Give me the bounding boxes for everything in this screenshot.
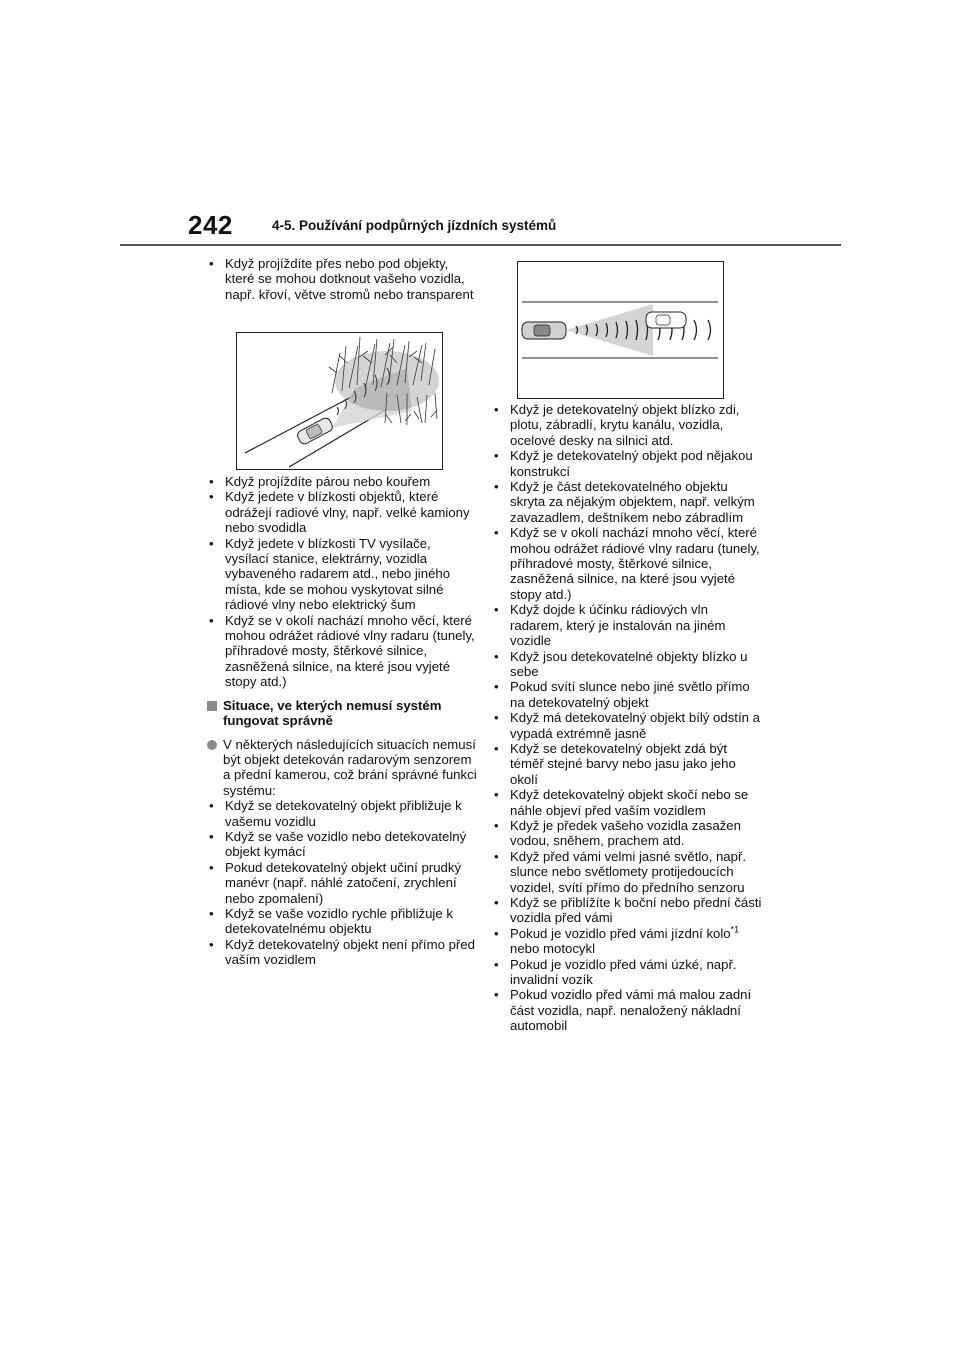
header-divider <box>120 244 841 246</box>
list-item: • Když se v okolí nachází mnoho věcí, které mohou odrážet rádiové vlny radaru (tunely, příhradové mosty, štěrkové silnice, zasněžená silnice, na které jsou vyjeté stopy atd.) <box>492 525 762 602</box>
left-intro-list <box>207 256 477 302</box>
radar-detection-illustration <box>517 261 724 399</box>
list-item: • Když je část detekovatelného objektu skryta za nějakým objektem, např. velkým zavazadlem, deštníkem nebo zábradlím <box>492 479 762 525</box>
list-item: • Pokud detekovatelný objekt učiní prudký manévr (např. náhlé zatočení, zrychlení nebo zpomalení) <box>207 860 477 906</box>
motorcycle-text-post: nebo motocykl <box>510 941 596 957</box>
section-title: 4-5. Používání podpůrných jízdních systémů <box>272 218 557 233</box>
list-item: • Když projíždíte přes nebo pod objekty, které se mohou dotknout vašeho vozidla, např. křoví, větve stromů nebo transparent <box>207 256 477 302</box>
list-item: • Když dojde k účinku rádiových vln radarem, který je instalován na jiném vozidle <box>492 602 762 648</box>
list-item: • Když jedete v blízkosti TV vysílače, vysílací stanice, elektrárny, vozidla vybaveného radarem atd., nebo jiného místa, kde se mohou vyskytovat silné rádiové vlny nebo elektrický šum <box>207 536 477 613</box>
list-item: • Pokud vozidlo před vámi má malou zadní část vozidla, např. nenaložený nákladní automobil <box>492 987 762 1033</box>
page-number: 242 <box>188 210 233 240</box>
list-item: • Když je předek vašeho vozidla zasažen vodou, sněhem, prachem atd. <box>492 818 762 849</box>
list-item: • Když se vaše vozidlo rychle přibližuje k detekovatelnému objektu <box>207 906 477 937</box>
left-bullet-list <box>207 474 477 690</box>
section-heading-text: Situace, ve kterých nemusí systém fungovat správně <box>223 697 442 729</box>
section-heading <box>207 698 477 729</box>
list-item: • Když se detekovatelný objekt zdá být téměř stejné barvy nebo jasu jako jeho okolí <box>492 741 762 787</box>
footnote-marker: *1 <box>730 924 740 935</box>
motorcycle-text-pre: Pokud je vozidlo před vámi jízdní kolo <box>510 925 731 941</box>
list-item: • Když je detekovatelný objekt pod nějakou konstrukcí <box>492 448 762 479</box>
list-item: • Pokud je vozidlo před vámi úzké, např. invalidní vozík <box>492 957 762 988</box>
intro-paragraph <box>207 737 477 799</box>
list-item: • Když je detekovatelný objekt blízko zdi, plotu, zábradlí, krytu kanálu, vozidla, ocelové desky na silnici atd. <box>492 402 762 448</box>
list-item: • Když projíždíte párou nebo kouřem <box>207 474 477 489</box>
list-item-motorcycle <box>492 926 762 957</box>
left-bullet-list-2 <box>207 798 477 967</box>
left-column <box>207 256 477 302</box>
list-item: • Když detekovatelný objekt skočí nebo se náhle objeví před vaším vozidlem <box>492 787 762 818</box>
right-bullet-list <box>492 402 762 1034</box>
list-item: • Když jsou detekovatelné objekty blízko u sebe <box>492 649 762 680</box>
list-item: • Když se v okolí nachází mnoho věcí, které mohou odrážet rádiové vlny radaru (tunely, příhradové mosty, štěrkové silnice, zasněžená silnice, na které jsou vyjeté stopy atd.) <box>207 613 477 690</box>
list-item: • Pokud svítí slunce nebo jiné světlo přímo na detekovatelný objekt <box>492 679 762 710</box>
intro-paragraph-text: V některých následujících situacích nemusí být objekt detekován radarovým senzorem a přední kamerou, což brání správné funkci systému: <box>223 736 477 798</box>
list-item: • Když detekovatelný objekt není přímo před vaším vozidlem <box>207 937 477 968</box>
list-item: • Když se vaše vozidlo nebo detekovatelný objekt kymácí <box>207 829 477 860</box>
square-bullet-icon <box>207 701 217 711</box>
vegetation-illustration <box>236 332 443 470</box>
list-item: • Když má detekovatelný objekt bílý odstín a vypadá extrémně jasně <box>492 710 762 741</box>
list-item: • Když se přiblížíte k boční nebo přední části vozidla před vámi <box>492 895 762 926</box>
right-column <box>492 402 762 1034</box>
circle-bullet-icon <box>207 740 217 750</box>
list-item: • Když před vámi velmi jasné světlo, např. slunce nebo světlomety protijedoucích vozidel, svítí přímo do předního senzoru <box>492 849 762 895</box>
list-item: • Když se detekovatelný objekt přibližuje k vašemu vozidlu <box>207 798 477 829</box>
list-item: • Když jedete v blízkosti objektů, které odrážejí radiové vlny, např. velké kamiony nebo svodidla <box>207 489 477 535</box>
left-column-lower <box>207 474 477 968</box>
